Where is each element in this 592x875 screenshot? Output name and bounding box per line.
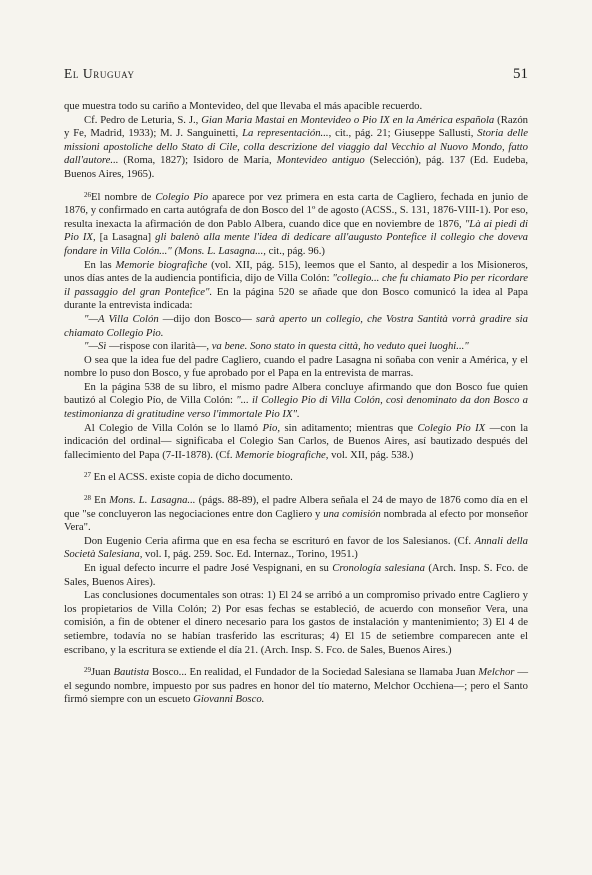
footnote-number: 29 — [84, 666, 91, 675]
footnote-28-paragraph: En igual defecto incurre el padre José Vespignani, en su Cronología salesiana (Arch. Insp. S. Fco. de Sales, Buenos Aires). — [64, 562, 528, 588]
footnote-26-paragraph: O sea que la idea fue del padre Cagliero, cuando el padre Lasagna ni soñaba con venir a América, y el nombre lo puso don Bosco, y fue aprobado por el Papa en la entrevista de marras. — [64, 353, 528, 380]
running-head: El Uruguay — [64, 66, 135, 81]
footnote-26-quote: "—A Villa Colón —dijo don Bosco— sarà aperto un collegio, che Vostra Santità vorrà gradire sia chiamato Collegio Pio. — [64, 312, 528, 339]
footnote-26-paragraph: En las Memorie biografiche (vol. XII, pág. 515), leemos que el Santo, al despedir a los Misioneros, unos días antes de la audiencia pontificia, dijo de Villa Colón: "collegio... che fu chiamato Pio per ricordare il passaggio del gran Pontefice". En la página 520 se añade que don Bosco comunicó la idea al Papa durante la entrevista indicada: — [64, 258, 529, 312]
footnote-26-quote: "—Sì —rispose con ilarità—, va bene. Sono stato in questa città, ho veduto quei luoghi..." — [84, 340, 469, 353]
footnote-number: 28 — [84, 494, 91, 503]
footnote-27: $^{27}$ En el ACSS. existe copia de dicho documento. — [84, 471, 293, 484]
footnote-29: $^{29}$Juan Bautista Bosco... En realidad, el Fundador de la Sociedad Salesiana se llamaba Juan Melchor —el segundo nombre, impuesto por sus padres en honor del tío materno, Melchor Occhiena—; pero el Santo firmó siempre con un escueto Giovanni Bosco. — [64, 666, 529, 706]
footnote-26: $^{26}$El nombre de Colegio Pio aparece por vez primera en esta carta de Cagliero, fechada en junio de 1876, y confirmado en carta autógrafa de don Bosco del 1º de agosto (ACSS., S. 131, 1876-VIII-1). Por eso, resulta inexacta la afirmación de don Pablo Albera, cuando dice que en noviembre de 1876, "Là ai piedi di Pio IX, [a Lasagna] gli balenò alla mente l'idea di dedicare all'augusto Pontefice il collegio che doveva fondare in Villa Colón..." (Mons. L. Lasagna..., cit., pág. 96.) — [64, 190, 529, 257]
footnotes-body — [64, 100, 528, 707]
footnote-26-paragraph: Al Colegio de Villa Colón se lo llamó Pio, sin aditamento; mientras que Colegio Pío IX —con la indicación del ordinal— significaba el Colegio San Carlos, de Buenos Aires, así bautizado después del fallecimiento del Papa (7-II-1878). (Cf. Memorie biografiche, vol. XII, pág. 538.) — [64, 421, 528, 461]
footnote-number: 27 — [84, 471, 91, 480]
page-header — [64, 66, 528, 83]
footnote-28: $^{28}$ En Mons. L. Lasagna... (págs. 88-89), el padre Albera señala el 24 de mayo de 1876 como día en el que "se concluyeron las negociaciones entre don Cagliero y una comisión nombrada al efecto por monseñor Vera". — [64, 494, 529, 534]
footnote-26-paragraph: En la página 538 de su libro, el mismo padre Albera concluye afirmando que don Bosco fue quien bautizó al Colegio Pío, de Villa Colón: "... il Collegio Pio di Villa Colón, così denominato da don Bosco a testimonianza di gratitudine verso l'immortale Pio IX". — [64, 380, 528, 421]
footnote-28-paragraph: Las conclusiones documentales son otras: 1) El 24 se arribó a un compromiso privado entre Cagliero y los propietarios de Villa Colón; 2) Por esas fechas se estableció, de acuerdo con monseñor Vera, una comisión, a fin de obtener el dinero necesario para los gastos de instalación y mantenimiento; 3) El 4 de setiembre, todavía no se habían trasferido las escrituras; 4) El 15 de setiembre comparecen ante el escribano, y la escritura se extiende el día 21. (Arch. Insp. S. Fco. de Sales, Buenos Aires.) — [64, 589, 528, 656]
page-number: 51 — [513, 66, 528, 82]
footnote-25-end: que muestra todo su cariño a Montevideo, del que llevaba el más apacible recuerdo. — [64, 100, 423, 112]
footnote-25-references: Cf. Pedro de Leturia, S. J., Gian Maria Mastai en Montevideo o Pio IX en la América española (Razón y Fe, Madrid, 1933); M. J. Sanguinetti, La representación..., cit., pág. 21; Giuseppe Sallusti, Storia delle missioni apostoliche dello Stato di Cile, colla descrizione del viaggio dal Vecchio al Nuovo Mondo, fatto dall'autore... (Roma, 1827); Isidoro de María, Montevideo antiguo (Selección), pág. 137 (Ed. Eudeba, Buenos Aires, 1965). — [64, 113, 529, 180]
footnote-number: 26 — [84, 190, 91, 199]
footnote-28-paragraph: Don Eugenio Ceria afirma que en esa fecha se escrituró en favor de los Salesianos. (Cf. Annali della Società Salesiana, vol. I, pág. 259. Soc. Ed. Internaz., Torino, 1951.) — [64, 534, 528, 561]
